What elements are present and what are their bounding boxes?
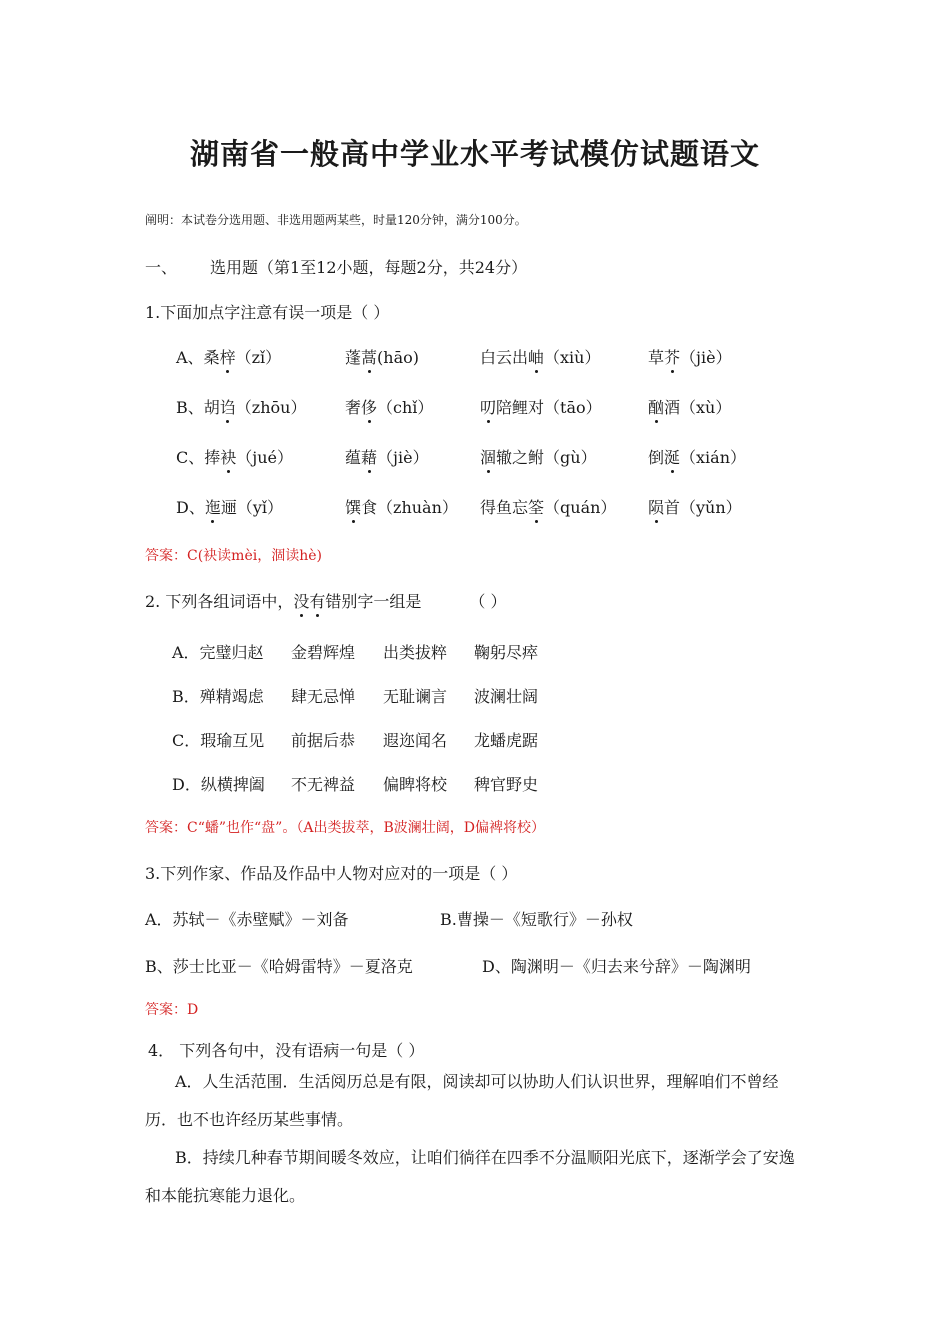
section-number: 一、 xyxy=(145,258,178,277)
q1-option-text: C、捧 xyxy=(176,448,221,467)
emphasis-char: 侈 xyxy=(361,395,377,418)
q1-option-item xyxy=(176,495,283,518)
q1-option-text: B、胡 xyxy=(176,398,220,417)
q1-option-pinyin: (hāo) xyxy=(377,348,419,367)
question-4-option-a: A．人生活范围．生活阅历总是有限，阅读却可以协助人们认识世界，理解咱们不曾经历．也不也许经历某些事情。 xyxy=(145,1072,779,1129)
q1-option-pinyin: 首（yǔn） xyxy=(664,498,742,517)
q1-option-text: 草 xyxy=(648,348,665,367)
q2-option-item: 遐迩闻名 xyxy=(383,731,448,750)
page-title: 湖南省一般高中学业水平考试模仿试题语文 xyxy=(189,137,760,171)
q1-option-item xyxy=(345,395,433,418)
question-3-option-d: D、陶渊明－《归去来兮辞》－陶渊明 xyxy=(482,957,751,976)
q1-option-item xyxy=(480,495,616,518)
question-3-option-c: B、莎士比亚－《哈姆雷特》－夏洛克 xyxy=(145,957,413,976)
q1-option-pinyin: 食（zhuàn） xyxy=(361,498,458,517)
q1-option-pinyin: 逦（yǐ） xyxy=(220,498,284,517)
q1-option-item xyxy=(176,395,306,418)
question-1-stem: 1.下面加点字注意有误一项是（ ） xyxy=(145,303,390,322)
question-3-answer: 答案：D xyxy=(145,1002,199,1018)
emphasis-char: 有 xyxy=(309,589,325,612)
emphasis-char: 涎 xyxy=(664,445,680,468)
emphasis-char: 叨 xyxy=(480,395,496,418)
q1-option-pinyin: （jué） xyxy=(236,448,294,467)
question-3-option-a: A．苏轼－《赤壁赋》－刘备 xyxy=(145,910,349,929)
q2-option-item: 龙蟠虎踞 xyxy=(474,731,539,750)
emphasis-char: 陨 xyxy=(648,495,664,518)
q1-option-pinyin: 酒（xù） xyxy=(664,398,732,417)
q2-option-item: C．瑕瑜互见 xyxy=(172,731,265,750)
question-2-stem-post: 错别字一组是 xyxy=(325,592,422,611)
emphasis-char: 藉 xyxy=(361,445,377,468)
q1-option-item xyxy=(648,445,746,468)
emphasis-char: 涸 xyxy=(480,445,496,468)
q2-option-item: 波澜壮阔 xyxy=(474,687,539,706)
q1-option-pinyin: （xiù） xyxy=(544,348,601,367)
question-3-stem: 3.下列作家、作品及作品中人物对应对的一项是（ ） xyxy=(145,864,518,883)
question-2-paren: （ ） xyxy=(469,592,507,611)
q2-option-item: A．完璧归赵 xyxy=(172,643,264,662)
q2-option-item: 前据后恭 xyxy=(291,731,356,750)
q1-option-pinyin: （jiè） xyxy=(680,348,732,367)
emphasis-char: 馔 xyxy=(345,495,361,518)
question-2-stem-pre: 2. 下列各组词语中， xyxy=(145,592,294,611)
emphasis-char: 蒿 xyxy=(361,345,377,368)
q1-option-item xyxy=(345,345,419,368)
question-4-option-b: B．持续几种春节期间暖冬效应，让咱们徜徉在四季不分温顺阳光底下，逐渐学会了安逸和本能抗寒能力退化。 xyxy=(145,1148,795,1205)
q2-option-item: 出类拔粹 xyxy=(383,643,448,662)
emphasis-char: 筌 xyxy=(528,495,544,518)
q1-option-item xyxy=(648,395,731,418)
q1-option-item xyxy=(480,345,600,368)
q2-option-item: 鞠躬尽瘁 xyxy=(474,643,539,662)
q1-option-pinyin: （xián） xyxy=(680,448,747,467)
q1-option-text: 白云出 xyxy=(480,348,529,367)
question-2-answer: 答案：C“蟠”也作“盘”。（A出类拔萃，B波澜壮阔，D偏裨将校） xyxy=(145,820,545,836)
question-3-option-b: B.曹操－《短歌行》－孙权 xyxy=(440,910,633,929)
q1-option-text: 倒 xyxy=(648,448,665,467)
question-4-stem: 4． 下列各句中，没有语病一句是（ ） xyxy=(148,1041,425,1060)
q1-option-item xyxy=(345,445,429,468)
q1-option-pinyin: 辙之鲋（gù） xyxy=(496,448,597,467)
q1-option-text: A、桑 xyxy=(176,348,220,367)
q1-option-pinyin: （zǐ） xyxy=(235,348,282,367)
q1-option-text: 蕴 xyxy=(345,448,362,467)
q1-option-pinyin: （quán） xyxy=(544,498,617,517)
q2-option-item: 金碧辉煌 xyxy=(291,643,356,662)
exam-instructions: 阐明：本试卷分选用题、非选用题两某些，时量120分钟，满分100分。 xyxy=(145,213,527,227)
section-label: 选用题（第1至12小题，每题2分，共24分） xyxy=(210,258,528,277)
q1-option-item xyxy=(345,495,458,518)
q1-option-text: 得鱼忘 xyxy=(480,498,529,517)
emphasis-char: 没 xyxy=(293,589,309,612)
q2-option-item: B．殚精竭虑 xyxy=(172,687,264,706)
q2-option-item: 稗官野史 xyxy=(474,775,539,794)
emphasis-char: 袂 xyxy=(220,445,236,468)
q2-option-item: 无耻谰言 xyxy=(383,687,448,706)
q1-option-pinyin: （chǐ） xyxy=(377,398,434,417)
q2-option-item: 不无裨益 xyxy=(291,775,356,794)
q1-option-item xyxy=(648,495,742,518)
emphasis-char: 酗 xyxy=(648,395,664,418)
q1-option-pinyin: （zhōu） xyxy=(235,398,307,417)
emphasis-char: 迤 xyxy=(205,495,221,518)
q1-option-item xyxy=(648,345,732,368)
q1-option-item xyxy=(480,395,602,418)
q2-option-item: 肆无忌惮 xyxy=(291,687,356,706)
q1-option-item xyxy=(176,345,281,368)
q2-option-item: D．纵横捭阖 xyxy=(172,775,265,794)
q1-option-text: D、 xyxy=(176,498,205,517)
q1-option-text: 奢 xyxy=(345,398,362,417)
emphasis-char: 诌 xyxy=(220,395,236,418)
q1-option-pinyin: 陪鲤对（tāo） xyxy=(496,398,602,417)
emphasis-char: 梓 xyxy=(220,345,236,368)
q1-option-item xyxy=(480,445,597,468)
q1-option-text: 蓬 xyxy=(345,348,362,367)
question-1-answer: 答案：C(袂读mèi，涸读hè) xyxy=(145,548,322,564)
question-2-stem xyxy=(145,589,507,612)
q1-option-item xyxy=(176,445,293,468)
q1-option-pinyin: （jiè） xyxy=(377,448,429,467)
emphasis-char: 芥 xyxy=(664,345,680,368)
emphasis-char: 岫 xyxy=(528,345,544,368)
q2-option-item: 偏睥将校 xyxy=(383,775,448,794)
